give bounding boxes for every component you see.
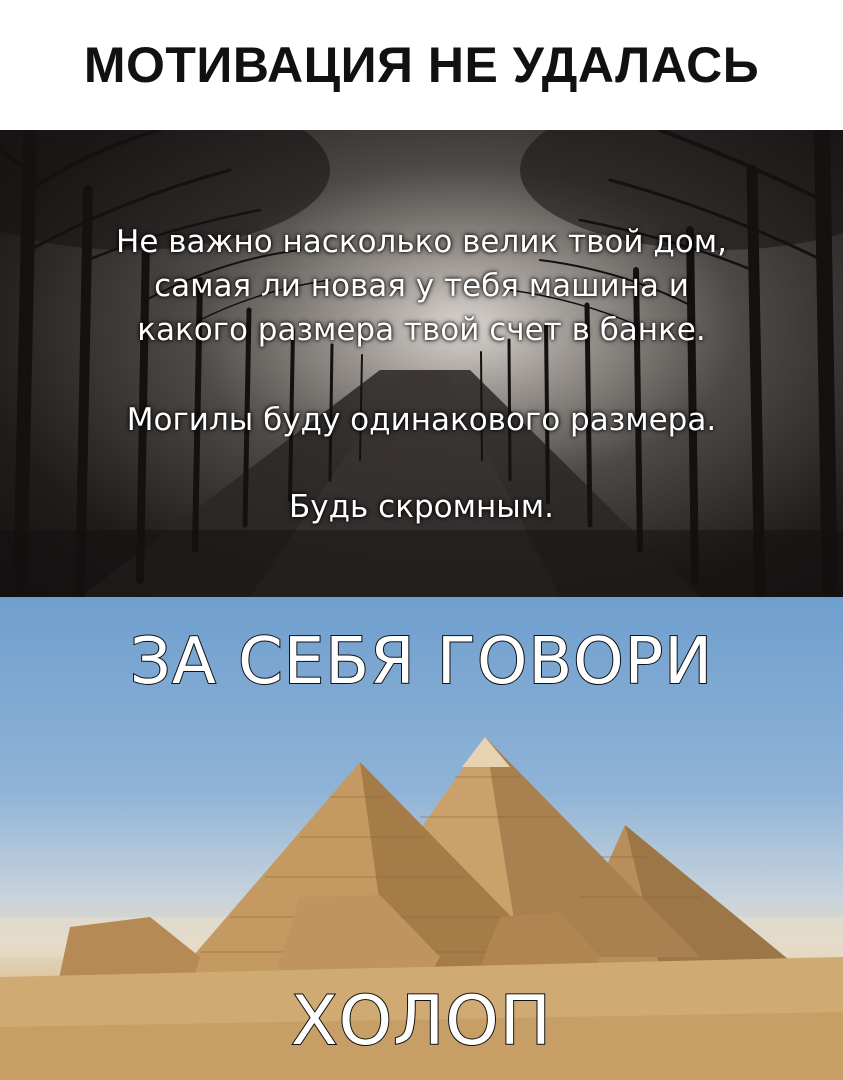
graves-line: Могилы буду одинакового размера. [126, 402, 717, 438]
reply-caption-bottom: ХОЛОП [291, 982, 552, 1061]
forest-road-panel [0, 130, 843, 597]
advice-line: Будь скромным. [289, 489, 554, 525]
quote-line: какого размера твой счет в банке. [137, 312, 706, 348]
quote-graves [0, 398, 843, 442]
quote-line: самая ли новая у тебя машина и [154, 268, 689, 304]
quote-intro [0, 220, 843, 352]
pyramids-panel [0, 597, 843, 1080]
meme-title: МОТИВАЦИЯ НЕ УДАЛАСЬ [83, 37, 760, 93]
quote-line: Не важно насколько велик твой дом, [116, 224, 727, 260]
quote-advice [0, 485, 843, 529]
reply-caption-top: ЗА СЕБЯ ГОВОРИ [129, 625, 714, 699]
header [0, 0, 843, 130]
